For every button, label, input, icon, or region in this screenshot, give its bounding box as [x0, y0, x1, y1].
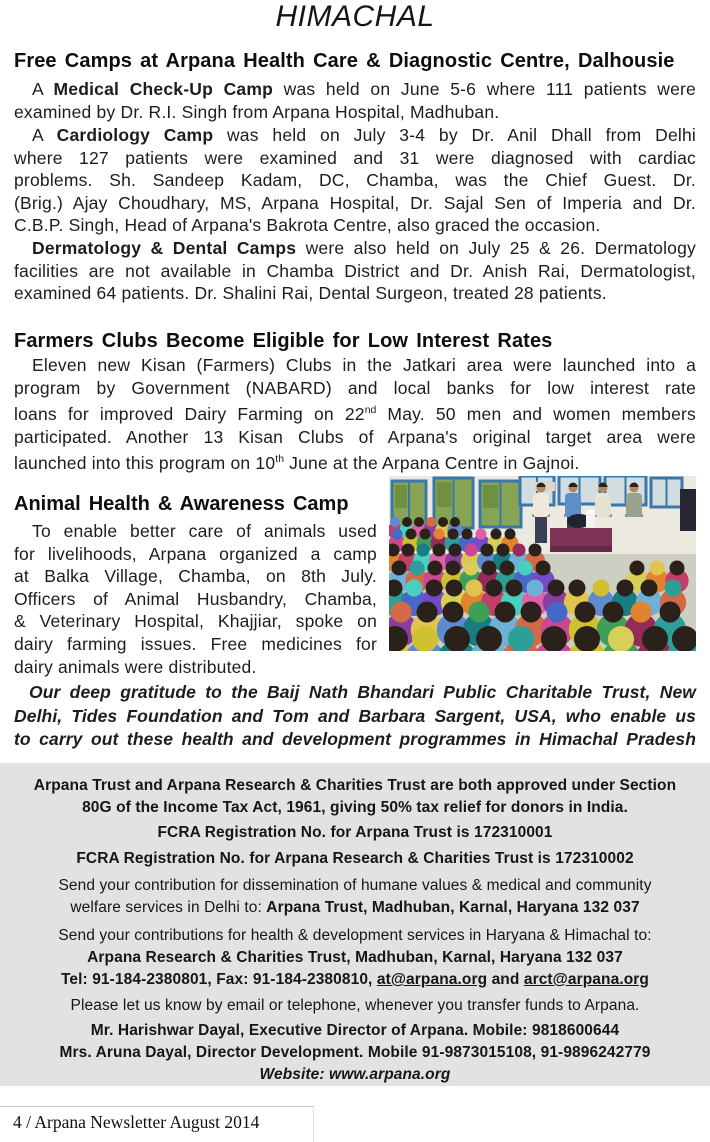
- text-segment: Send your contributions for health & development services in Haryana & Himachal to:: [58, 927, 652, 944]
- text-line: [14, 214, 696, 237]
- text-segment: & Veterinary Hospital, Khajjiar, spoke on: [14, 611, 377, 632]
- paragraph-medical-camp: [14, 78, 696, 123]
- info-box-line: [4, 1042, 706, 1064]
- text-line: [14, 728, 696, 752]
- text-segment: June at the Arpana Centre in Gajnoi.: [284, 453, 580, 474]
- info-box-group: [4, 1020, 706, 1086]
- text-segment: for livelihoods, Arpana organized a camp: [14, 543, 377, 564]
- text-segment: participated. Another 13 Kisan Clubs of Arpana's original target area were: [14, 426, 696, 447]
- text-segment: Arpana Trust, Madhuban, Karnal, Haryana 132 037: [266, 899, 640, 916]
- page-title: HIMACHAL: [275, 0, 435, 33]
- paragraph-gratitude: [14, 681, 696, 752]
- info-box-line: [4, 1020, 706, 1042]
- info-box-group: [4, 848, 706, 870]
- info-box-line: [4, 1064, 706, 1086]
- section-animal-health: [14, 492, 696, 684]
- heading-animal-health: Animal Health & Awareness Camp: [14, 493, 349, 515]
- text-segment: C.B.P. Singh, Head of Arpana's Bakrota Centre, also graced the occasion.: [14, 215, 601, 236]
- text-segment: Send your contribution for dissemination of humane values & medical and community: [58, 877, 652, 894]
- info-box-line: [4, 925, 706, 947]
- text-segment: examined 64 patients. Dr. Shalini Rai, Dental Surgeon, treated 28 patients.: [14, 283, 607, 304]
- text-line: [14, 260, 696, 283]
- text-line: [14, 681, 696, 705]
- page-footer: [0, 1106, 314, 1142]
- text-line: [14, 656, 696, 679]
- text-segment: was held on July 3-4 by Dr. Anil Dhall from Delhi: [213, 125, 696, 145]
- info-box-line: [4, 775, 706, 797]
- text-segment: where 127 patients were examined and 31 were diagnosed with cardiac: [14, 147, 696, 168]
- info-box-line: [4, 947, 706, 969]
- text-segment: examined by Dr. R.I. Singh from Arpana Hospital, Madhuban.: [14, 101, 500, 122]
- text-segment: Officers of Animal Husbandry, Chamba,: [14, 588, 377, 609]
- info-box-line: [4, 995, 706, 1017]
- text-line: [14, 78, 696, 101]
- donation-info-box: [0, 763, 710, 1086]
- text-segment: facilities are not available in Chamba District and Dr. Anish Rai, Dermatologist,: [14, 260, 696, 281]
- text-line: [14, 147, 696, 170]
- page-footer-text: 4 / Arpana Newsletter August 2014: [13, 1112, 260, 1132]
- info-box-group: [4, 822, 706, 844]
- text-line: [14, 377, 696, 400]
- text-segment: 80G of the Income Tax Act, 1961, giving 50% tax relief for donors in India.: [82, 799, 628, 816]
- text-segment: FCRA Registration No. for Arpana Research & Charities Trust is 172310002: [76, 850, 634, 867]
- text-line: [14, 354, 696, 377]
- text-segment: Cardiology Camp: [56, 125, 214, 145]
- text-line: [14, 169, 696, 192]
- email-link-arct-arpana[interactable]: arct@arpana.org: [523, 971, 649, 988]
- text-segment: to carry out these health and development programmes in Himachal Pradesh: [14, 729, 696, 749]
- text-segment: Our deep gratitude to the Baij Nath Bhandari Public Charitable Trust, New: [29, 682, 696, 702]
- text-segment: problems. Sh. Sandeep Kadam, DC, Chamba, was the Chief Guest. Dr.: [14, 170, 696, 191]
- text-segment: dairy animals were distributed.: [14, 656, 257, 677]
- info-box-line: [4, 848, 706, 870]
- info-box-group: [4, 775, 706, 819]
- text-segment: and: [487, 971, 524, 988]
- text-segment: loans for improved Dairy Farming on 22: [14, 404, 365, 425]
- paragraph-farmers-clubs: [14, 354, 696, 475]
- text-segment: th: [275, 453, 285, 466]
- text-segment: dairy farming issues. Free medicines for: [14, 633, 377, 654]
- text-segment: launched into this program on 10: [14, 453, 276, 474]
- text-line: [14, 282, 696, 305]
- text-segment: nd: [364, 404, 377, 417]
- info-box-line: [4, 969, 706, 991]
- text-segment: Eleven new Kisan (Farmers) Clubs in the Jatkari area were launched into a: [32, 355, 696, 375]
- info-box-group: [4, 925, 706, 991]
- text-segment: A: [32, 79, 54, 99]
- text-line: [14, 399, 696, 425]
- heading-free-camps: Free Camps at Arpana Health Care & Diagnostic Centre, Dalhousie: [14, 50, 675, 72]
- text-segment: FCRA Registration No. for Arpana Trust is 172310001: [157, 824, 553, 841]
- text-segment: program by Government (NABARD) and local banks for low interest rate: [14, 377, 696, 398]
- text-segment: Dermatology & Dental Camps: [32, 238, 297, 258]
- info-box-group: [4, 995, 706, 1017]
- text-segment: were also held on July 25 & 26. Dermatology: [296, 238, 696, 258]
- text-line: [14, 426, 696, 449]
- text-segment: Tel: 91-184-2380801, Fax: 91-184-2380810,: [61, 971, 377, 988]
- animal-camp-photo: [389, 476, 696, 651]
- text-segment: Arpana Research & Charities Trust, Madhuban, Karnal, Haryana 132 037: [87, 949, 623, 966]
- text-segment: was held on June 5-6 where 111 patients were: [273, 79, 696, 99]
- email-link-at-arpana[interactable]: at@arpana.org: [376, 971, 488, 988]
- text-segment: welfare services in Delhi to:: [70, 899, 267, 916]
- text-line: [14, 448, 696, 474]
- text-line: [14, 101, 696, 124]
- text-segment: Delhi, Tides Foundation and Tom and Barbara Sargent, USA, who enable us: [14, 705, 696, 726]
- paragraph-cardiology-camp: [14, 124, 696, 237]
- text-segment: May. 50 men and women members: [376, 404, 696, 425]
- info-box-line: [4, 797, 706, 819]
- text-line: [14, 705, 696, 729]
- text-segment: at Balka Village, Chamba, on 8th July.: [14, 566, 377, 587]
- text-line: [14, 237, 696, 260]
- info-box-line: [4, 822, 706, 844]
- text-segment: Medical Check-Up Camp: [53, 79, 274, 99]
- text-segment: Website: www.arpana.org: [259, 1066, 451, 1083]
- info-box-line: [4, 897, 706, 919]
- text-line: [14, 124, 696, 147]
- heading-farmers-clubs: Farmers Clubs Become Eligible for Low Interest Rates: [14, 330, 553, 352]
- info-box-line: [4, 875, 706, 897]
- text-segment: Arpana Trust and Arpana Research & Charities Trust are both approved under Section: [33, 777, 677, 794]
- info-box-group: [4, 875, 706, 919]
- paragraph-dermatology-camp: [14, 237, 696, 305]
- text-segment: Mrs. Aruna Dayal, Director Development. Mobile 91-9873015108, 91-9896242779: [59, 1044, 651, 1061]
- text-segment: A: [32, 125, 57, 145]
- text-segment: To enable better care of animals used: [32, 521, 377, 541]
- text-segment: Mr. Harishwar Dayal, Executive Director of Arpana. Mobile: 9818600644: [90, 1022, 620, 1039]
- text-line: [14, 192, 696, 215]
- text-segment: Please let us know by email or telephone, whenever you transfer funds to Arpana.: [70, 997, 640, 1014]
- text-segment: (Brig.) Ajay Choudhary, MS, Arpana Hospital, Dr. Sajal Sen of Imperia and Dr.: [14, 192, 696, 213]
